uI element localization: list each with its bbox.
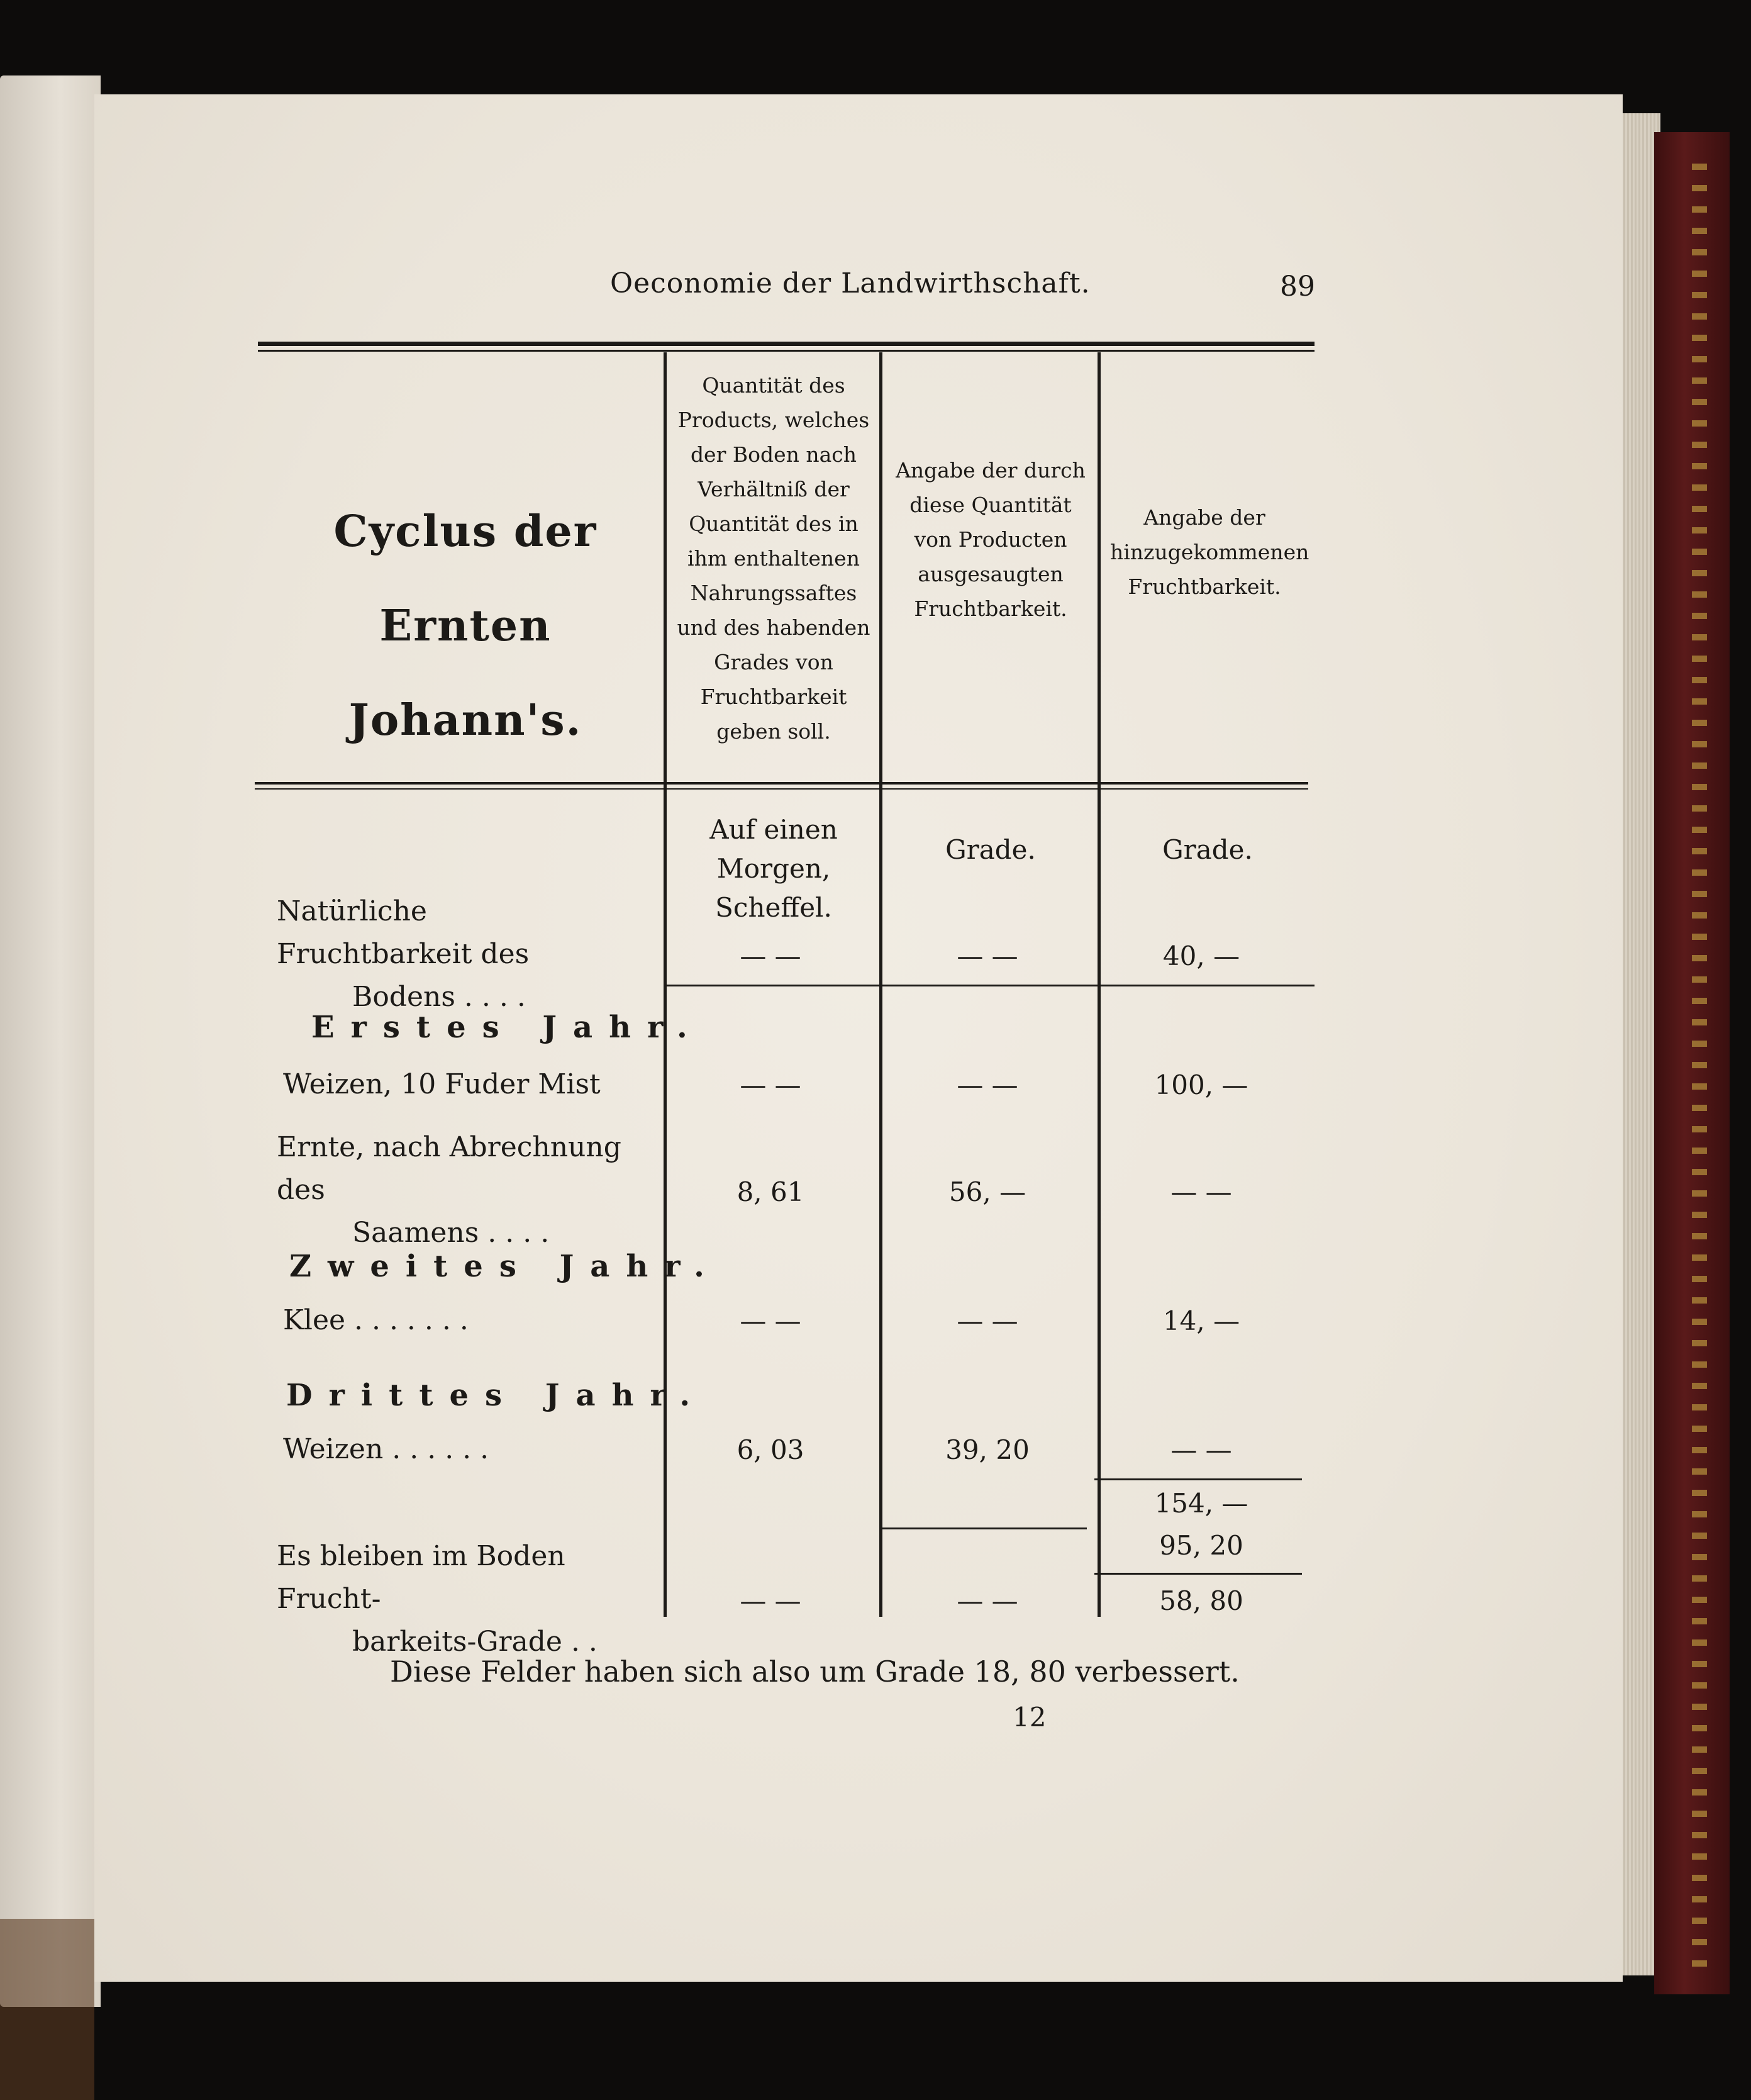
cell-grade-in: 14, — xyxy=(1162,1305,1240,1336)
header-rule-thin xyxy=(255,788,1308,790)
cell-scheffel: 6, 03 xyxy=(737,1434,804,1465)
cell-scheffel: — — xyxy=(740,1585,801,1616)
cell-grade-in: — — xyxy=(1170,1176,1232,1207)
cell-grade-out: — — xyxy=(957,1070,1018,1100)
column-header: Angabe der hinzugekommenen Fruchtbarkeit. xyxy=(1110,505,1309,599)
year-heading: Erstes Jahr. xyxy=(311,1010,704,1045)
sum-value: 154, — xyxy=(1154,1488,1248,1519)
cell-scheffel: — — xyxy=(740,1305,801,1336)
header-rule xyxy=(255,782,1308,785)
unit-label: Grade. xyxy=(1162,834,1253,865)
row-label-line: Saamens . . . . xyxy=(352,1217,550,1249)
row-label: Weizen, 10 Fuder Mist xyxy=(283,1068,601,1100)
page-number: 89 xyxy=(1280,271,1315,303)
cell-grade-out: 39, 20 xyxy=(945,1434,1030,1465)
cell-scheffel: 8, 61 xyxy=(737,1176,804,1207)
left-page-edge xyxy=(0,75,101,2007)
row-label: Klee . . . . . . . xyxy=(283,1304,469,1336)
sum-rule xyxy=(1094,1478,1302,1480)
unit-label: Auf einen Morgen, Scheffel. xyxy=(709,814,838,923)
signature-mark: 12 xyxy=(1013,1702,1047,1733)
row-label-line: Ernte, nach Abrechnung des xyxy=(277,1131,621,1206)
row-label: Weizen . . . . . . xyxy=(283,1433,489,1465)
table-title xyxy=(264,484,667,768)
cell-scheffel: — — xyxy=(740,1070,801,1100)
title-line: Johann's. xyxy=(348,695,582,746)
sum-rule xyxy=(879,1528,1087,1529)
column-header: Angabe der durch diese Quantität von Producten ausgesaugten Fruchtbarkeit. xyxy=(896,458,1086,621)
running-head: Oeconomie der Landwirthschaft. xyxy=(610,267,1091,299)
cell-grade-out: — — xyxy=(957,1305,1018,1336)
row-rule xyxy=(667,985,1315,986)
cell-grade-out: — — xyxy=(957,941,1018,971)
row-label xyxy=(277,1535,629,1663)
cell-grade-in: — — xyxy=(1170,1434,1232,1465)
row-label xyxy=(277,1126,629,1254)
row-label-line: Bodens . . . . xyxy=(352,981,526,1013)
cell-grade-out: 56, — xyxy=(948,1176,1026,1207)
column-header: Quantität des Products, welches der Boden nach Verhältniß der Quantität des in ihm enthaltenen Nahrungssaftes und des habenden Grades von Fruchtbarkeit geben soll. xyxy=(677,373,870,744)
row-label-line: Es bleiben im Boden Frucht- xyxy=(277,1540,565,1615)
row-label xyxy=(277,890,629,1019)
cell-grade-in: 100, — xyxy=(1154,1070,1248,1100)
row-label-line: barkeits-Grade . . xyxy=(352,1626,598,1658)
left-cover xyxy=(0,1919,94,2100)
cell-scheffel: — — xyxy=(740,941,801,971)
sum-rule xyxy=(1094,1573,1302,1575)
cell-grade-out: — — xyxy=(957,1585,1018,1616)
year-heading: Zweites Jahr. xyxy=(289,1249,721,1284)
unit-label: Grade. xyxy=(945,834,1036,865)
title-line: Cyclus der Ernten xyxy=(333,506,598,651)
sum-value: 58, 80 xyxy=(1159,1585,1243,1616)
footer-sentence: Diese Felder haben sich also um Grade 18, 80 verbessert. xyxy=(390,1655,1240,1689)
top-rule-thin xyxy=(258,350,1315,352)
row-label-line: Natürliche Fruchtbarkeit des xyxy=(277,895,530,970)
cell-grade-in: 40, — xyxy=(1162,941,1240,971)
top-rule xyxy=(258,342,1315,346)
binding-ornament xyxy=(1692,164,1707,1975)
year-heading: Drittes Jahr. xyxy=(286,1378,707,1413)
sum-value: 95, 20 xyxy=(1159,1530,1243,1561)
